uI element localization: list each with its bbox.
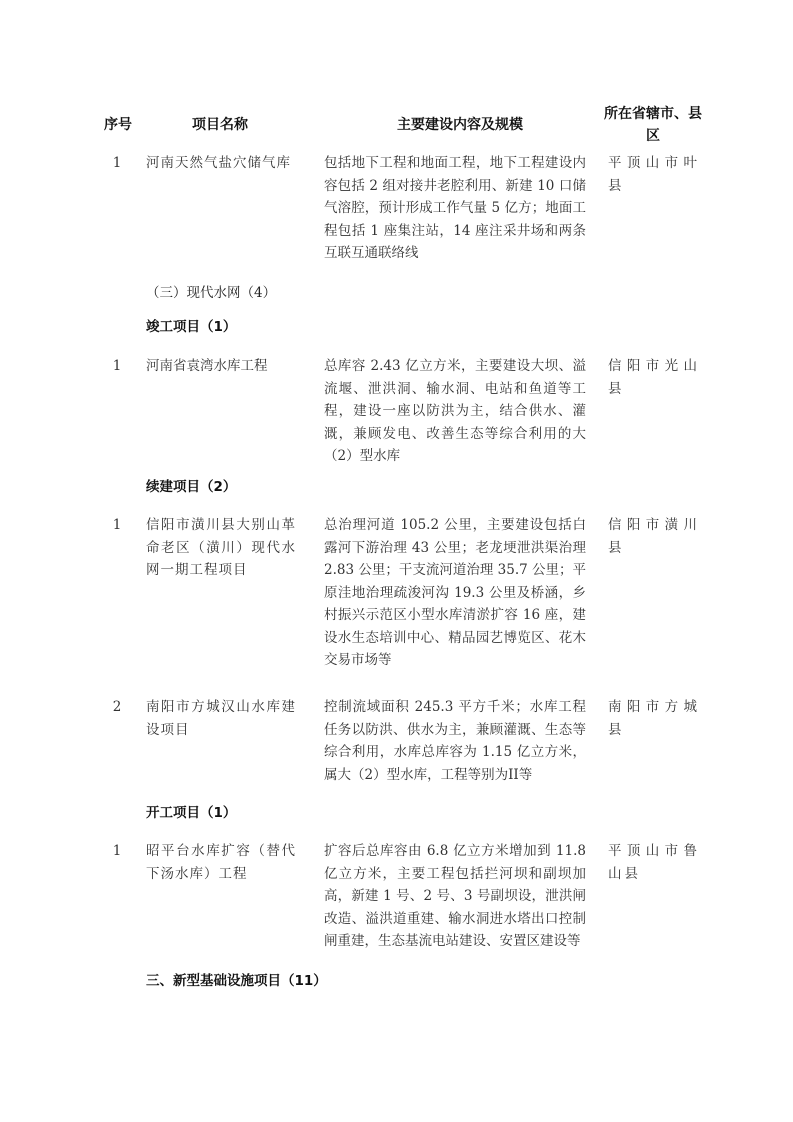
row-seq: 2 [112, 699, 122, 715]
header-location: 所在省辖市、县区 [604, 106, 702, 144]
row-seq: 1 [112, 358, 122, 374]
row-project-name: 河南天然气盐穴储气库 [146, 155, 291, 171]
row-content: 总治理河道 105.2 公里，主要建设包括白露河下游治理 43 公里；老龙埂泄洪渠治理 2.83 公里；干支流河道治理 35.7 公里；平原洼地治理疏浚河沟 19.3 公里及桥涵，乡村振兴示范区小型水库清淤扩容 16 座，建设水生态培训中心、精品园艺博览区、花木交易市场等 [324, 517, 586, 668]
row-seq: 1 [112, 843, 122, 859]
header-project-name: 项目名称 [192, 117, 248, 133]
section-started: 开工项目（1） [146, 805, 237, 821]
section-continued: 续建项目（2） [146, 479, 237, 495]
row-location: 平顶山市鲁山县 [608, 843, 700, 882]
row-location: 平顶山市叶县 [608, 155, 700, 194]
row-seq: 1 [112, 517, 122, 533]
section-completed: 竣工项目（1） [146, 319, 237, 335]
row-content: 控制流域面积 245.3 平方千米；水库工程任务以防洪、供水为主，兼顾灌溉、生态等综合利用，水库总库容为 1.15 亿立方米，属大（2）型水库，工程等别为II等 [324, 699, 586, 783]
row-project-name: 信阳市潢川县大别山革命老区（潢川）现代水网一期工程项目 [146, 517, 296, 578]
row-project-name: 昭平台水库扩容（替代下汤水库）工程 [146, 843, 296, 882]
row-location: 南阳市方城县 [608, 699, 700, 738]
row-project-name: 河南省袁湾水库工程 [146, 358, 268, 374]
section-water-network: （三）现代水网（4） [146, 285, 277, 301]
section-new-infrastructure: 三、新型基础设施项目（11） [146, 973, 327, 989]
row-location: 信阳市光山县 [608, 358, 700, 397]
row-content: 扩容后总库容由 6.8 亿立方米增加到 11.8 亿立方米，主要工程包括拦河坝和副坝加高，新建 1 号、2 号、3 号副坝设，泄洪闸改造、溢洪道重建、输水洞进水塔出口控制闸重建，生态基流电站建设、安置区建设等 [324, 843, 586, 949]
row-project-name: 南阳市方城汉山水库建设项目 [146, 699, 296, 738]
header-seq: 序号 [104, 117, 132, 133]
header-main-content: 主要建设内容及规模 [397, 117, 523, 133]
row-seq: 1 [112, 155, 122, 171]
row-location: 信阳市潢川县 [608, 517, 700, 556]
row-content: 包括地下工程和地面工程，地下工程建设内容包括 2 组对接井老腔利用、新建 10 口储气溶腔，预计形成工作气量 5 亿方；地面工程包括 1 座集注站，14 座注采井场和两条互联互通联络线 [324, 155, 586, 261]
row-content: 总库容 2.43 亿立方米，主要建设大坝、溢流堰、泄洪洞、输水洞、电站和鱼道等工程，建设一座以防洪为主，结合供水、灌溉，兼顾发电、改善生态等综合利用的大（2）型水库 [324, 358, 586, 464]
